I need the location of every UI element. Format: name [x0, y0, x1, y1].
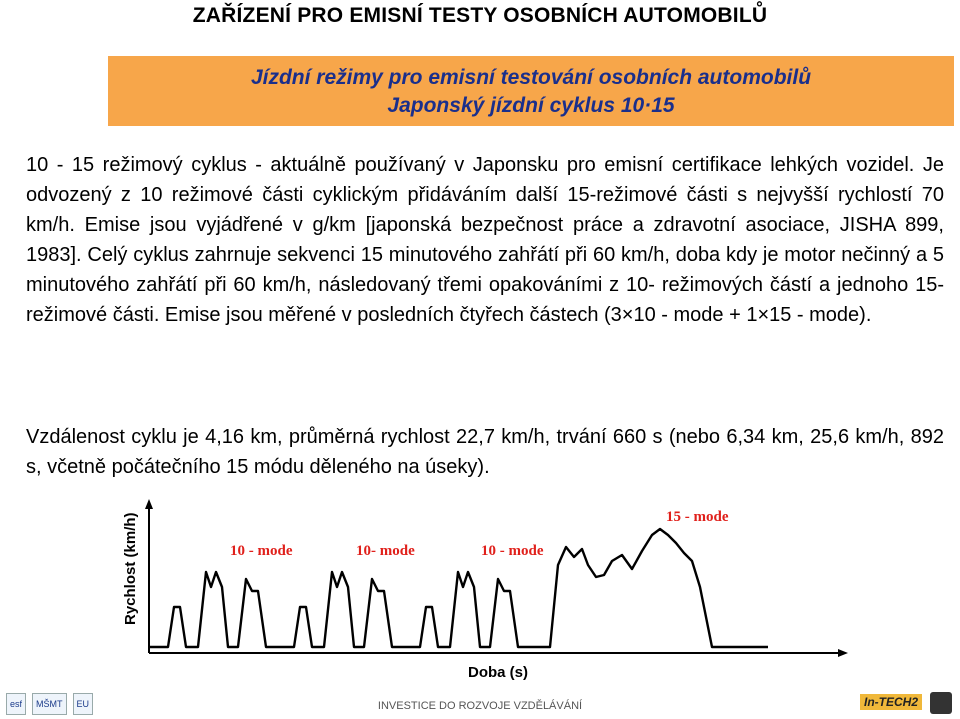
annotation-15-mode: 15 - mode [666, 509, 729, 525]
annotation-10-mode-1: 10 - mode [230, 543, 293, 559]
intech-logo: In-TECH2 [860, 694, 922, 710]
footer-text: INVESTICE DO ROZVOJE VZDĚLÁVÁNÍ [377, 700, 583, 712]
page-title: ZAŘÍZENÍ PRO EMISNÍ TESTY OSOBNÍCH AUTOMOBILŮ [192, 4, 768, 27]
partner-logo-icon [930, 692, 952, 714]
chart-xlabel: Doba (s) [468, 664, 528, 681]
speed-chart-svg [118, 497, 849, 683]
paragraph-description: 10 - 15 režimový cyklus - aktuálně používaný v Japonsku pro emisní certifikace lehkých vozidel. Je odvozený z 10 režimové části cyklickým přidáváním další 15-režimové části s nejvyšší rychlostí 70 km/h. Emise jsou vyjádřené v g/km [japonská bezpečnost práce a zdravotní asociace, JISHA 899, 1983]. Celý cyklus zahrnuje sekvenci 15 minutového zahřátí při 60 km/h, doba kdy je motor nečinný a 5 minutového zahřátí při 60 km/h, následovaný třemi opakováními z 10- režimových částí a jednoho 15- režimové části. Emise jsou měřené v posledních čtyřech částech (3×10 - mode + 1×15 - mode). [26, 154, 944, 326]
banner-line-1: Jízdní režimy pro emisní testování osobních automobilů [250, 66, 812, 89]
speed-chart [118, 497, 849, 683]
annotation-10-mode-2: 10- mode [356, 543, 415, 559]
footer [0, 686, 960, 719]
msmt-logo: MŠMT [32, 693, 67, 715]
eu-logo: EU [73, 693, 94, 715]
esf-logo: esf [6, 693, 26, 715]
y-axis-arrow [145, 499, 153, 509]
banner-line-2: Japonský jízdní cyklus 10·15 [387, 94, 675, 117]
annotation-10-mode-3: 10 - mode [481, 543, 544, 559]
chart-ylabel: Rychlost (km/h) [122, 512, 139, 625]
x-axis-arrow [838, 649, 848, 657]
paragraph-distance: Vzdálenost cyklu je 4,16 km, průměrná rychlost 22,7 km/h, trvání 660 s (nebo 6,34 km, 25,6 km/h, 892 s, včetně počátečního 15 módu děleného na úseky). [26, 426, 944, 478]
subtitle-banner [108, 56, 954, 126]
